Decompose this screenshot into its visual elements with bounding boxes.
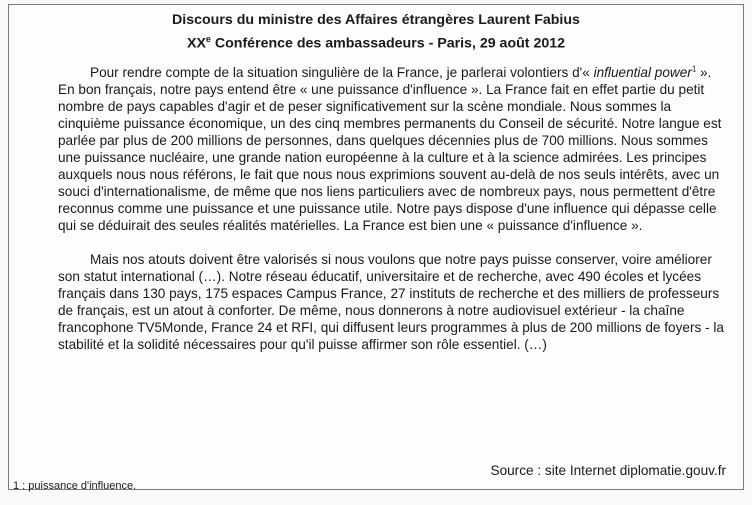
- document-body: [58, 64, 728, 353]
- paragraph-1-text: ». En bon français, notre pays entend être « une puissance d'influence ». La France fait en effet partie du petit nombre de pays capables d'agir et de peser significativement sur la scène mondiale. Nous sommes la cinquième puissance économique, un des cinq membres permanents du Conseil de sécurité. Notre langue est parlée par plus de 200 millions de personnes, dans quelques décennies plus de 700 millions. Nous sommes une puissance nucléaire, une grande nation européenne à la culture et à la science admirées. Les principes auxquels nous nous référons, le fait que nous nous exprimions souvent au-delà de nos seuls intérêts, avec un souci d'internationalisme, de même que nos liens particuliers avec de nombreux pays, nous permettent d'être reconnus comme une puissance et une puissance utile. Notre pays dispose d'une influence qui dépasse celle qui se déduirait des seules réalités matérielles. La France est bien une « puissance d'influence ».: [58, 65, 722, 233]
- document-title: [9, 11, 743, 54]
- title-ordinal-sup: e: [205, 34, 211, 44]
- paragraph-1-intro: Pour rendre compte de la situation singulière de la France, je parlerai volontiers d'«: [90, 65, 594, 80]
- title-roman-numeral: XX: [186, 35, 206, 52]
- title-line-1: Discours du ministre des Affaires étrangères Laurent Fabius: [172, 12, 580, 28]
- influential-power-term: influential power: [593, 65, 692, 80]
- paragraph-1: [58, 64, 728, 234]
- footnote-ref: 1: [691, 64, 697, 74]
- paragraph-2: Mais nos atouts doivent être valorisés si nous voulons que notre pays puisse conserver, voire améliorer son statut international (…). Notre réseau éducatif, universitaire et de recherche, avec 490 écoles et lycées français dans 130 pays, 175 espaces Campus France, 27 instituts de recherche et des milliers de professeurs de français, est un atout à conforter. De même, nous donnerons à notre audiovisuel extérieur - la chaîne francophone TV5Monde, France 24 et RFI, qui diffusent leurs programmes à plus de 200 millions de foyers - la stabilité et la solidité nécessaires pour qu'il puisse affirmer son rôle essentiel. (…): [58, 252, 724, 352]
- source-credit: Source : site Internet diplomatie.gouv.fr: [490, 463, 726, 478]
- document-frame: [8, 4, 744, 490]
- title-line-2: [9, 30, 743, 54]
- title-conference-text: Conférence des ambassadeurs - Paris, 29 août 2012: [210, 35, 566, 52]
- footnote: 1 : puissance d'influence.: [13, 480, 137, 492]
